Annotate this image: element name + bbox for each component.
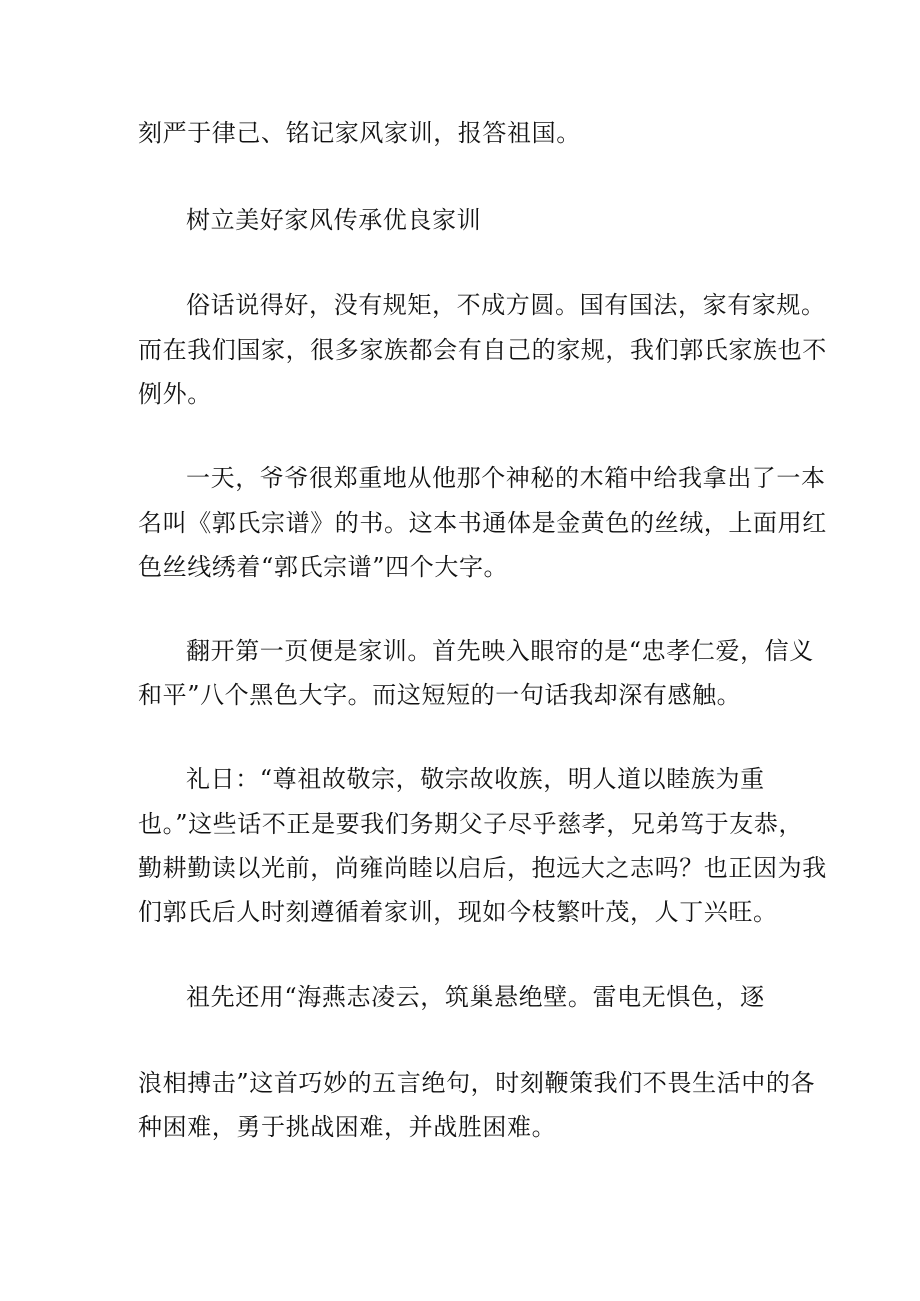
text-line: 礼日：“尊祖故敬宗，敬宗故收族，明人道以睦族为重: [186, 765, 765, 793]
text-line: 一天，爷爷很郑重地从他那个神秘的木箱中给我拿出了一本: [186, 464, 826, 492]
text-line: 例外。: [138, 380, 212, 408]
text-line: 也。”这些话不正是要我们务期父子尽乎慈孝，兄弟笃于友恭，: [138, 810, 804, 838]
text-line: 名叫《郭氏宗谱》的书。这本书通体是金黄色的丝绒，上面用红: [138, 509, 827, 537]
text-line: 们郭氏后人时刻遵循着家训，现如今枝繁叶茂，人丁兴旺。: [138, 898, 778, 926]
text-line: 种困难，勇于挑战困难，并战胜困难。: [138, 1113, 557, 1141]
text-line: 浪相搏击”这首巧妙的五言绝句，时刻鞭策我们不畏生活中的各: [138, 1069, 816, 1097]
text-line: 刻严于律己、铭记家风家训，报答祖国。: [138, 119, 581, 147]
text-line: 而在我们国家，很多家族都会有自己的家规，我们郭氏家族也不: [138, 336, 827, 364]
section-heading: 树立美好家风传承优良家训: [186, 206, 482, 234]
text-line: 色丝线绣着“郭氏宗谱”四个大字。: [138, 553, 509, 581]
text-line: 祖先还用“海燕志凌云，筑巢悬绝壁。雷电无惧色，逐: [186, 983, 765, 1011]
text-line: 和平”八个黑色大字。而这短短的一句话我却深有感触。: [138, 681, 742, 709]
text-line: 俗话说得好，没有规矩，不成方圆。国有国法，家有家规。: [186, 291, 826, 319]
text-line: 翻开第一页便是家训。首先映入眼帘的是“忠孝仁爱，信义: [186, 637, 814, 665]
text-line: 勤耕勤读以光前，尚雍尚睦以启后，抱远大之志吗？也正因为我: [138, 854, 827, 882]
